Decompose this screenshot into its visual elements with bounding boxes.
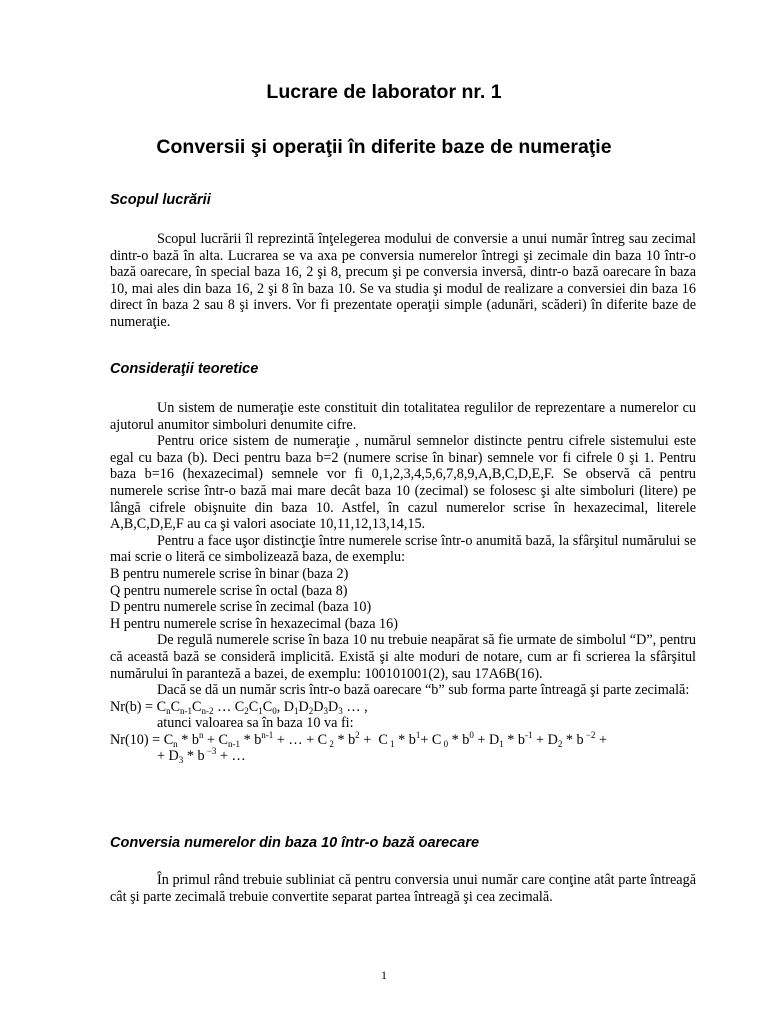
page-number: 1 (381, 968, 387, 982)
list-item: D pentru numerele scrise în zecimal (baza 10) (110, 599, 372, 616)
section-body-theory (110, 400, 696, 765)
section-heading-conversion: Conversia numerelor din baza 10 într-o bază oarecare (110, 835, 480, 851)
section-heading-theory: Consideraţii teoretice (110, 361, 259, 377)
list-item: Q pentru numerele scrise în octal (baza 8) (110, 582, 348, 599)
formula-number-notation: $Nr(b) = C_nC_{n-1}C_{n-2}$ … $C_2C_1C_0$, $D_1D_2D_3D_3$ … , (110, 698, 368, 716)
section-body-conversion (110, 872, 696, 905)
formula-base10-value: $Nr(10) = C_n * b^n + C_{n-1} * b^{n-1}$ + … + C $_2 * b^2 + C$ $_1 * b^1+ C$ $_0 * b^0 + D_1 * b^{-1} + D_2 * b$ $^{-2}$ + (110, 729, 607, 749)
document-title: Lucrare de laborator nr. 1 (266, 81, 502, 103)
document-subtitle: Conversii şi operaţii în diferite baze de numeraţie (156, 136, 612, 158)
paragraph: De regulă numerele scrise în baza 10 nu trebuie neapărat să fie urmate de simbolul “D”, pentru că această bază se consideră implicită. Există şi alte moduri de notare, cum ar fi scrierea la sfârşitul numărului în paranteză a bazei, de exemplu: 100101001(2), sau 17A6B(16). (110, 632, 696, 682)
paragraph: Scopul lucrării îl reprezintă înţelegerea modului de conversie a unui număr întreg sau zecimal dintr-o bază în alta. Lucrarea se va axa pe conversia numerelor întregi şi zecimale din baza 10 într-o bază oarecare, în special baza 16, 2 şi 8, precum şi pe conversia inversă, dintr-o bază oarecare în baza 10, mai ales din baza 16, 2 şi 8 în baza 10. Se va studia şi modul de realizare a conversiei din baza 16 direct în baza 2 sau 8 şi invers. Vor fi prezentate operaţii simple (adunări, scăderi) în diferite baze de numeraţie. (110, 231, 696, 330)
paragraph: Pentru a face uşor distincţie între numerele scrise într-o anumită bază, la sfârşitul numărului se mai scrie o literă ce simbolizează baza, de exemplu: (110, 532, 696, 566)
formula-base10-value-continued: + $D_3$ * b $^{-3}$ + … (157, 746, 246, 766)
paragraph: Un sistem de numeraţie este constituit din totalitatea regulilor de reprezentare a numerelor cu ajutorul anumitor simboluri denumite cifre. (110, 400, 696, 433)
list-item: H pentru numerele scrise în hexazecimal (baza 16) (110, 615, 398, 632)
section-body-scope (110, 231, 696, 331)
paragraph: Dacă se dă un număr scris într-o bază oarecare “b” sub forma parte întreagă şi parte zecimală: (157, 682, 690, 699)
paragraph: În primul rând trebuie subliniat că pentru conversia unui număr care conţine atât parte întreagă cât şi parte zecimală trebuie convertite separat partea întreagă şi cea zecimală. (110, 872, 696, 905)
section-heading-scope: Scopul lucrării (110, 192, 211, 208)
list-item: B pentru numerele scrise în binar (baza 2) (110, 565, 349, 582)
paragraph: Pentru orice sistem de numeraţie , numărul semnelor distincte pentru cifrele sistemului este egal cu baza (b). Deci pentru baza b=2 (numere scrise în binar) semnele vor fi cifrele 0 şi 1. Pentru baza b=16 (hexazecimal) semnele vor fi 0,1,2,3,4,5,6,7,8,9,A,B,C,D,E,F. Se observă că pentru numerele scrise într-o bază mai mare decât baza 10 (zecimal) se folosesc şi alte simboluri (litere) pe lângă cifrele obişnuite din baza 10. Astfel, în cazul numerelor scrise în hexazecimal, literele A,B,C,D,E,F au ca şi valori asociate 10,11,12,13,14,15. (110, 433, 696, 533)
paragraph: atunci valoarea sa în baza 10 va fi: (157, 715, 354, 732)
